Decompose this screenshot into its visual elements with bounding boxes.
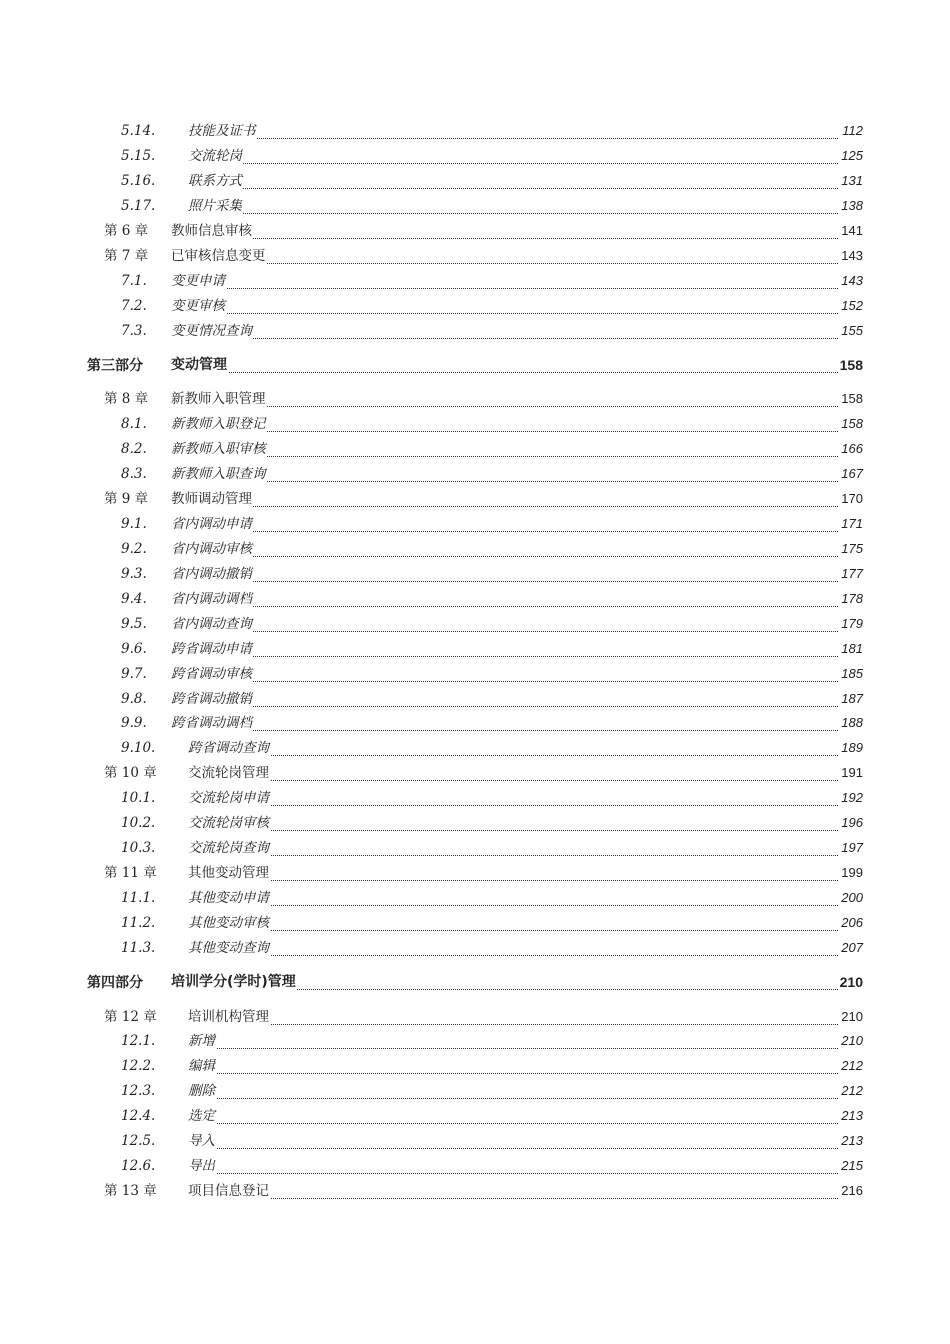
toc-page-number: 188 bbox=[840, 713, 863, 733]
toc-entry[interactable] bbox=[0, 813, 950, 833]
toc-dot-leader bbox=[188, 768, 838, 781]
toc-dot-leader bbox=[188, 1036, 838, 1049]
toc-entry[interactable] bbox=[0, 414, 950, 434]
toc-page-number: 152 bbox=[840, 296, 863, 316]
toc-dot-leader bbox=[171, 251, 838, 264]
toc-page-number: 179 bbox=[840, 614, 863, 634]
toc-entry[interactable] bbox=[0, 539, 950, 559]
toc-title: 交流轮岗查询 bbox=[188, 840, 269, 856]
toc-dot-leader bbox=[171, 444, 838, 457]
toc-dot-leader bbox=[188, 176, 838, 189]
toc-entry[interactable] bbox=[0, 1081, 950, 1101]
toc-entry[interactable] bbox=[0, 321, 950, 341]
toc-dot-leader bbox=[188, 868, 838, 881]
toc-title: 交流轮岗管理 bbox=[188, 765, 269, 781]
toc-number: 第 9 章 bbox=[104, 491, 149, 507]
toc-page-number: 170 bbox=[840, 489, 863, 509]
toc-dot-leader bbox=[171, 301, 838, 314]
toc-page-number: 158 bbox=[840, 389, 863, 409]
toc-entry[interactable] bbox=[0, 1156, 950, 1176]
toc-entry[interactable] bbox=[0, 838, 950, 858]
toc-page-number: 158 bbox=[840, 414, 863, 434]
toc-entry[interactable] bbox=[0, 564, 950, 584]
toc-dot-leader bbox=[171, 226, 838, 239]
toc-page-number: 213 bbox=[840, 1131, 863, 1151]
toc-title: 选定 bbox=[188, 1108, 215, 1124]
toc-title: 跨省调动申请 bbox=[171, 641, 252, 657]
toc-dot-leader bbox=[188, 1136, 838, 1149]
toc-entry[interactable] bbox=[0, 788, 950, 808]
toc-dot-leader bbox=[171, 544, 838, 557]
toc-entry[interactable] bbox=[0, 439, 950, 459]
toc-number: 9.7. bbox=[121, 666, 147, 682]
toc-title: 跨省调动调档 bbox=[171, 715, 252, 731]
toc-title: 新教师入职登记 bbox=[171, 416, 266, 432]
toc-title: 编辑 bbox=[188, 1058, 215, 1074]
toc-page-number: 171 bbox=[840, 514, 863, 534]
toc-number: 第 6 章 bbox=[104, 223, 149, 239]
toc-entry[interactable] bbox=[0, 1007, 950, 1027]
toc-number: 10.3. bbox=[121, 840, 156, 856]
toc-page-number: 196 bbox=[840, 813, 863, 833]
toc-number: 9.3. bbox=[121, 566, 147, 582]
toc-page-number: 210 bbox=[839, 974, 863, 990]
toc-number: 5.17. bbox=[121, 198, 156, 214]
toc-entry[interactable] bbox=[0, 1031, 950, 1051]
toc-dot-leader bbox=[188, 893, 838, 906]
toc-dot-leader bbox=[171, 669, 838, 682]
toc-number: 12.5. bbox=[121, 1133, 156, 1149]
toc-title: 新教师入职审核 bbox=[171, 441, 266, 457]
toc-entry[interactable] bbox=[0, 171, 950, 191]
toc-dot-leader bbox=[171, 694, 838, 707]
toc-dot-leader bbox=[188, 1161, 838, 1174]
toc-entry[interactable] bbox=[0, 689, 950, 709]
toc-number: 7.2. bbox=[121, 298, 147, 314]
toc-page-number: 215 bbox=[840, 1156, 863, 1176]
toc-dot-leader bbox=[188, 126, 838, 139]
toc-entry[interactable] bbox=[0, 1056, 950, 1076]
toc-number: 5.16. bbox=[121, 173, 156, 189]
toc-dot-leader bbox=[188, 743, 838, 756]
toc-number: 12.6. bbox=[121, 1158, 156, 1174]
toc-title: 联系方式 bbox=[188, 173, 242, 189]
toc-page-number: 178 bbox=[840, 589, 863, 609]
toc-dot-leader bbox=[171, 569, 838, 582]
toc-page-number: 177 bbox=[840, 564, 863, 584]
toc-number: 8.2. bbox=[121, 441, 147, 457]
toc-page-number: 210 bbox=[840, 1031, 863, 1051]
toc-entry[interactable] bbox=[0, 938, 950, 958]
toc-title: 其他变动申请 bbox=[188, 890, 269, 906]
toc-title: 省内调动申请 bbox=[171, 516, 252, 532]
toc-dot-leader bbox=[188, 918, 838, 931]
toc-title: 导出 bbox=[188, 1158, 215, 1174]
toc-number: 9.2. bbox=[121, 541, 147, 557]
toc-title: 交流轮岗审核 bbox=[188, 815, 269, 831]
toc-entry[interactable] bbox=[0, 1181, 950, 1201]
toc-number: 7.3. bbox=[121, 323, 147, 339]
toc-title: 删除 bbox=[188, 1083, 215, 1099]
toc-number: 11.3. bbox=[121, 940, 156, 956]
toc-number: 第 10 章 bbox=[104, 765, 157, 781]
toc-number: 第 12 章 bbox=[104, 1009, 157, 1025]
toc-title: 跨省调动审核 bbox=[171, 666, 252, 682]
toc-page-number: 212 bbox=[840, 1081, 863, 1101]
toc-number: 第 11 章 bbox=[104, 865, 157, 881]
toc-dot-leader bbox=[171, 360, 838, 373]
toc-dot-leader bbox=[188, 1111, 838, 1124]
toc-title: 变更申请 bbox=[171, 273, 225, 289]
toc-number: 9.5. bbox=[121, 616, 147, 632]
toc-page-number: 197 bbox=[840, 838, 863, 858]
toc-page-number: 167 bbox=[840, 464, 863, 484]
toc-title: 培训学分(学时)管理 bbox=[171, 974, 296, 990]
toc-title: 其他变动查询 bbox=[188, 940, 269, 956]
toc-title: 省内调动查询 bbox=[171, 616, 252, 632]
toc-dot-leader bbox=[171, 594, 838, 607]
toc-dot-leader bbox=[188, 793, 838, 806]
toc-number: 第三部分 bbox=[87, 357, 143, 373]
toc-title: 跨省调动撤销 bbox=[171, 691, 252, 707]
toc-entry[interactable] bbox=[0, 713, 950, 733]
toc-number: 9.8. bbox=[121, 691, 147, 707]
toc-entry[interactable] bbox=[0, 196, 950, 216]
toc-entry[interactable] bbox=[0, 121, 950, 141]
toc-entry[interactable] bbox=[0, 614, 950, 634]
toc-entry[interactable] bbox=[0, 146, 950, 166]
toc-title: 照片采集 bbox=[188, 198, 242, 214]
toc-title: 技能及证书 bbox=[188, 123, 256, 139]
toc-page-number: 210 bbox=[840, 1007, 863, 1027]
toc-number: 9.4. bbox=[121, 591, 147, 607]
toc-dot-leader bbox=[171, 419, 838, 432]
toc-title: 省内调动审核 bbox=[171, 541, 252, 557]
toc-page-number: 206 bbox=[840, 913, 863, 933]
toc-page-number: 212 bbox=[840, 1056, 863, 1076]
toc-number: 11.1. bbox=[121, 890, 156, 906]
toc-page-number: 166 bbox=[840, 439, 863, 459]
toc-dot-leader bbox=[171, 644, 838, 657]
toc-page-number: 141 bbox=[840, 221, 863, 241]
toc-number: 第 7 章 bbox=[104, 248, 149, 264]
toc-number: 第 13 章 bbox=[104, 1183, 157, 1199]
toc-number: 8.3. bbox=[121, 466, 147, 482]
toc-number: 9.10. bbox=[121, 740, 156, 756]
toc-title: 项目信息登记 bbox=[188, 1183, 269, 1199]
toc-page-number: 143 bbox=[840, 246, 863, 266]
toc-title: 导入 bbox=[188, 1133, 215, 1149]
toc-dot-leader bbox=[188, 1186, 838, 1199]
toc-page-number: 131 bbox=[840, 171, 863, 191]
toc-entry[interactable] bbox=[0, 355, 950, 375]
toc-title: 其他变动审核 bbox=[188, 915, 269, 931]
toc-dot-leader bbox=[171, 718, 838, 731]
toc-title: 交流轮岗 bbox=[188, 148, 242, 164]
toc-page-number: 125 bbox=[840, 146, 863, 166]
toc-dot-leader bbox=[171, 276, 838, 289]
toc-page-number: 185 bbox=[840, 664, 863, 684]
toc-dot-leader bbox=[188, 1086, 838, 1099]
toc-title: 变更审核 bbox=[171, 298, 225, 314]
toc-dot-leader bbox=[188, 1061, 838, 1074]
toc-dot-leader bbox=[188, 201, 838, 214]
toc-number: 8.1. bbox=[121, 416, 147, 432]
toc-page-number: 207 bbox=[840, 938, 863, 958]
toc-page-number: 216 bbox=[840, 1181, 863, 1201]
toc-dot-leader bbox=[188, 1012, 838, 1025]
toc-dot-leader bbox=[188, 818, 838, 831]
toc-entry[interactable] bbox=[0, 589, 950, 609]
toc-entry[interactable] bbox=[0, 514, 950, 534]
toc-number: 12.3. bbox=[121, 1083, 156, 1099]
toc-page-number: 158 bbox=[839, 357, 863, 373]
toc-number: 9.9. bbox=[121, 715, 147, 731]
toc-page-number: 191 bbox=[840, 763, 863, 783]
toc-page-number: 200 bbox=[840, 888, 863, 908]
toc-entry[interactable] bbox=[0, 913, 950, 933]
toc-dot-leader bbox=[171, 394, 838, 407]
toc-title: 变更情况查询 bbox=[171, 323, 252, 339]
toc-page-number: 192 bbox=[840, 788, 863, 808]
toc-entry[interactable] bbox=[0, 246, 950, 266]
toc-page-number: 112 bbox=[841, 121, 863, 141]
toc-entry[interactable] bbox=[0, 639, 950, 659]
toc-dot-leader bbox=[188, 151, 838, 164]
toc-number: 12.1. bbox=[121, 1033, 156, 1049]
toc-title: 已审核信息变更 bbox=[171, 248, 266, 264]
toc-dot-leader bbox=[188, 843, 838, 856]
toc-entry[interactable] bbox=[0, 489, 950, 509]
toc-page-number: 138 bbox=[840, 196, 863, 216]
toc-title: 新增 bbox=[188, 1033, 215, 1049]
toc-dot-leader bbox=[171, 494, 838, 507]
toc-title: 培训机构管理 bbox=[188, 1009, 269, 1025]
toc-title: 教师调动管理 bbox=[171, 491, 252, 507]
toc-number: 5.14. bbox=[121, 123, 156, 139]
toc-entry[interactable] bbox=[0, 763, 950, 783]
toc-entry[interactable] bbox=[0, 1106, 950, 1126]
toc-number: 10.2. bbox=[121, 815, 156, 831]
toc-dot-leader bbox=[171, 469, 838, 482]
toc-entry[interactable] bbox=[0, 464, 950, 484]
toc-entry[interactable] bbox=[0, 389, 950, 409]
toc-title: 跨省调动查询 bbox=[188, 740, 269, 756]
toc-number: 10.1. bbox=[121, 790, 156, 806]
toc-entry[interactable] bbox=[0, 296, 950, 316]
toc-title: 变动管理 bbox=[171, 357, 227, 373]
toc-title: 省内调动调档 bbox=[171, 591, 252, 607]
toc-entry[interactable] bbox=[0, 863, 950, 883]
toc-title: 新教师入职管理 bbox=[171, 391, 266, 407]
toc-page-number: 143 bbox=[840, 271, 863, 291]
toc-page-number: 155 bbox=[840, 321, 863, 341]
toc-dot-leader bbox=[188, 943, 838, 956]
toc-entry[interactable] bbox=[0, 972, 950, 992]
toc-number: 9.6. bbox=[121, 641, 147, 657]
toc-entry[interactable] bbox=[0, 271, 950, 291]
toc-entry[interactable] bbox=[0, 221, 950, 241]
toc-page-number: 181 bbox=[840, 639, 863, 659]
toc-number: 第 8 章 bbox=[104, 391, 149, 407]
toc-title: 新教师入职查询 bbox=[171, 466, 266, 482]
toc-dot-leader bbox=[171, 519, 838, 532]
toc-entry[interactable] bbox=[0, 1131, 950, 1151]
toc-title: 教师信息审核 bbox=[171, 223, 252, 239]
toc-number: 5.15. bbox=[121, 148, 156, 164]
toc-number: 11.2. bbox=[121, 915, 156, 931]
toc-dot-leader bbox=[171, 619, 838, 632]
toc-number: 7.1. bbox=[121, 273, 147, 289]
toc-entry[interactable] bbox=[0, 664, 950, 684]
toc-title: 省内调动撤销 bbox=[171, 566, 252, 582]
toc-title: 其他变动管理 bbox=[188, 865, 269, 881]
toc-page-number: 187 bbox=[840, 689, 863, 709]
toc-dot-leader bbox=[171, 326, 838, 339]
toc-page-number: 199 bbox=[840, 863, 863, 883]
toc-number: 12.4. bbox=[121, 1108, 156, 1124]
toc-title: 交流轮岗申请 bbox=[188, 790, 269, 806]
toc-number: 第四部分 bbox=[87, 974, 143, 990]
toc-number: 9.1. bbox=[121, 516, 147, 532]
toc-page-number: 213 bbox=[840, 1106, 863, 1126]
toc-entry[interactable] bbox=[0, 888, 950, 908]
toc-page-number: 175 bbox=[840, 539, 863, 559]
toc-number: 12.2. bbox=[121, 1058, 156, 1074]
toc-page-number: 189 bbox=[840, 738, 863, 758]
toc-entry[interactable] bbox=[0, 738, 950, 758]
